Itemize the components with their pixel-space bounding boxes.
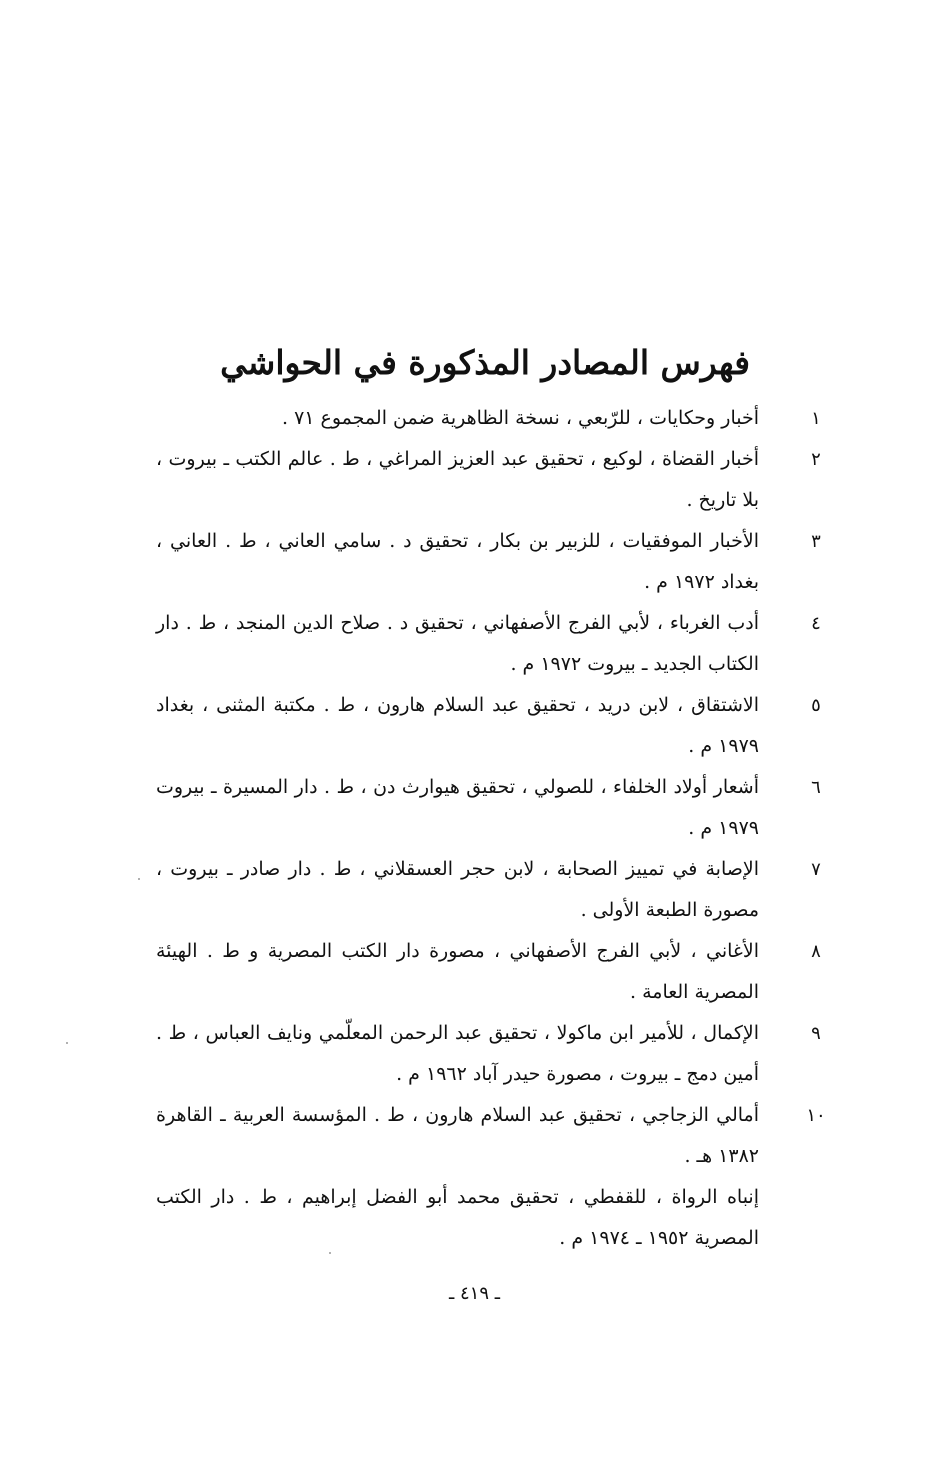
entry-text: أمالي الزجاجي ، تحقيق عبد السلام هارون ، ط . المؤسسة العربية ـ القاهرة ١٣٨٢ هـ . [156,1104,759,1167]
list-item [156,398,831,439]
list-item [156,1177,831,1259]
entry-number: ٥ [811,695,821,716]
entry-text: أدب الغرباء ، لأبي الفرج الأصفهاني ، تحقيق د . صلاح الدين المنجد ، ط . دار الكتاب الجديد ـ بيروت ١٩٧٢ م . [156,612,759,675]
list-item [156,767,831,849]
entry-number: ٢ [811,449,821,470]
entry-text: الإصابة في تمييز الصحابة ، لابن حجر العسقلاني ، ط . دار صادر ـ بيروت ، مصورة الطبعة الأولى . [156,858,759,921]
entry-number: ٤ [811,613,821,634]
entry-text: إنباه الرواة ، للقفطي ، تحقيق محمد أبو الفضل إبراهيم ، ط . دار الكتب المصرية ١٩٥٢ ـ ١٩٧٤ م . [156,1186,759,1249]
entry-number: ٨ [811,941,821,962]
page-number: ـ ٤١٩ ـ [448,1283,500,1304]
entry-text: الأخبار الموفقيات ، للزبير بن بكار ، تحقيق د . سامي العاني ، ط . العاني ، بغداد ١٩٧٢ م . [156,530,759,593]
entry-number: ٦ [811,777,821,798]
list-item [156,1013,831,1095]
sources-list [156,398,831,1259]
entry-text: أشعار أولاد الخلفاء ، للصولي ، تحقيق هيوارث دن ، ط . دار المسيرة ـ بيروت ١٩٧٩ م . [156,776,759,839]
list-item [156,439,831,521]
entry-number: ٩ [811,1023,821,1044]
list-item [156,931,831,1013]
list-item [156,1095,831,1177]
scan-speck [329,1252,331,1254]
scan-speck [66,1042,68,1044]
entry-number: ١ [811,408,821,429]
list-item [156,603,831,685]
entry-text: الاشتقاق ، لابن دريد ، تحقيق عبد السلام هارون ، ط . مكتبة المثنى ، بغداد ١٩٧٩ م . [156,694,759,757]
page-title: فهرس المصادر المذكورة في الحواشي [220,343,750,383]
entry-number: ١٠ [806,1105,826,1126]
entry-text: الإكمال ، للأمير ابن ماكولا ، تحقيق عبد الرحمن المعلّمي ونايف العباس ، ط . أمين دمج ـ بيروت ، مصورة حيدر آباد ١٩٦٢ م . [156,1022,759,1085]
list-item [156,685,831,767]
entry-number: ٧ [811,859,821,880]
list-item [156,521,831,603]
entry-number: ٣ [811,531,821,552]
entry-text: أخبار وحكايات ، للرّبعي ، نسخة الظاهرية ضمن المجموع ٧١ . [281,407,759,429]
entry-text: أخبار القضاة ، لوكيع ، تحقيق عبد العزيز المراغي ، ط . عالم الكتب ـ بيروت ، بلا تاريخ . [156,448,759,511]
scan-speck [138,878,140,880]
list-item [156,849,831,931]
entry-text: الأغاني ، لأبي الفرج الأصفهاني ، مصورة دار الكتب المصرية و ط . الهيئة المصرية العامة . [156,940,759,1003]
